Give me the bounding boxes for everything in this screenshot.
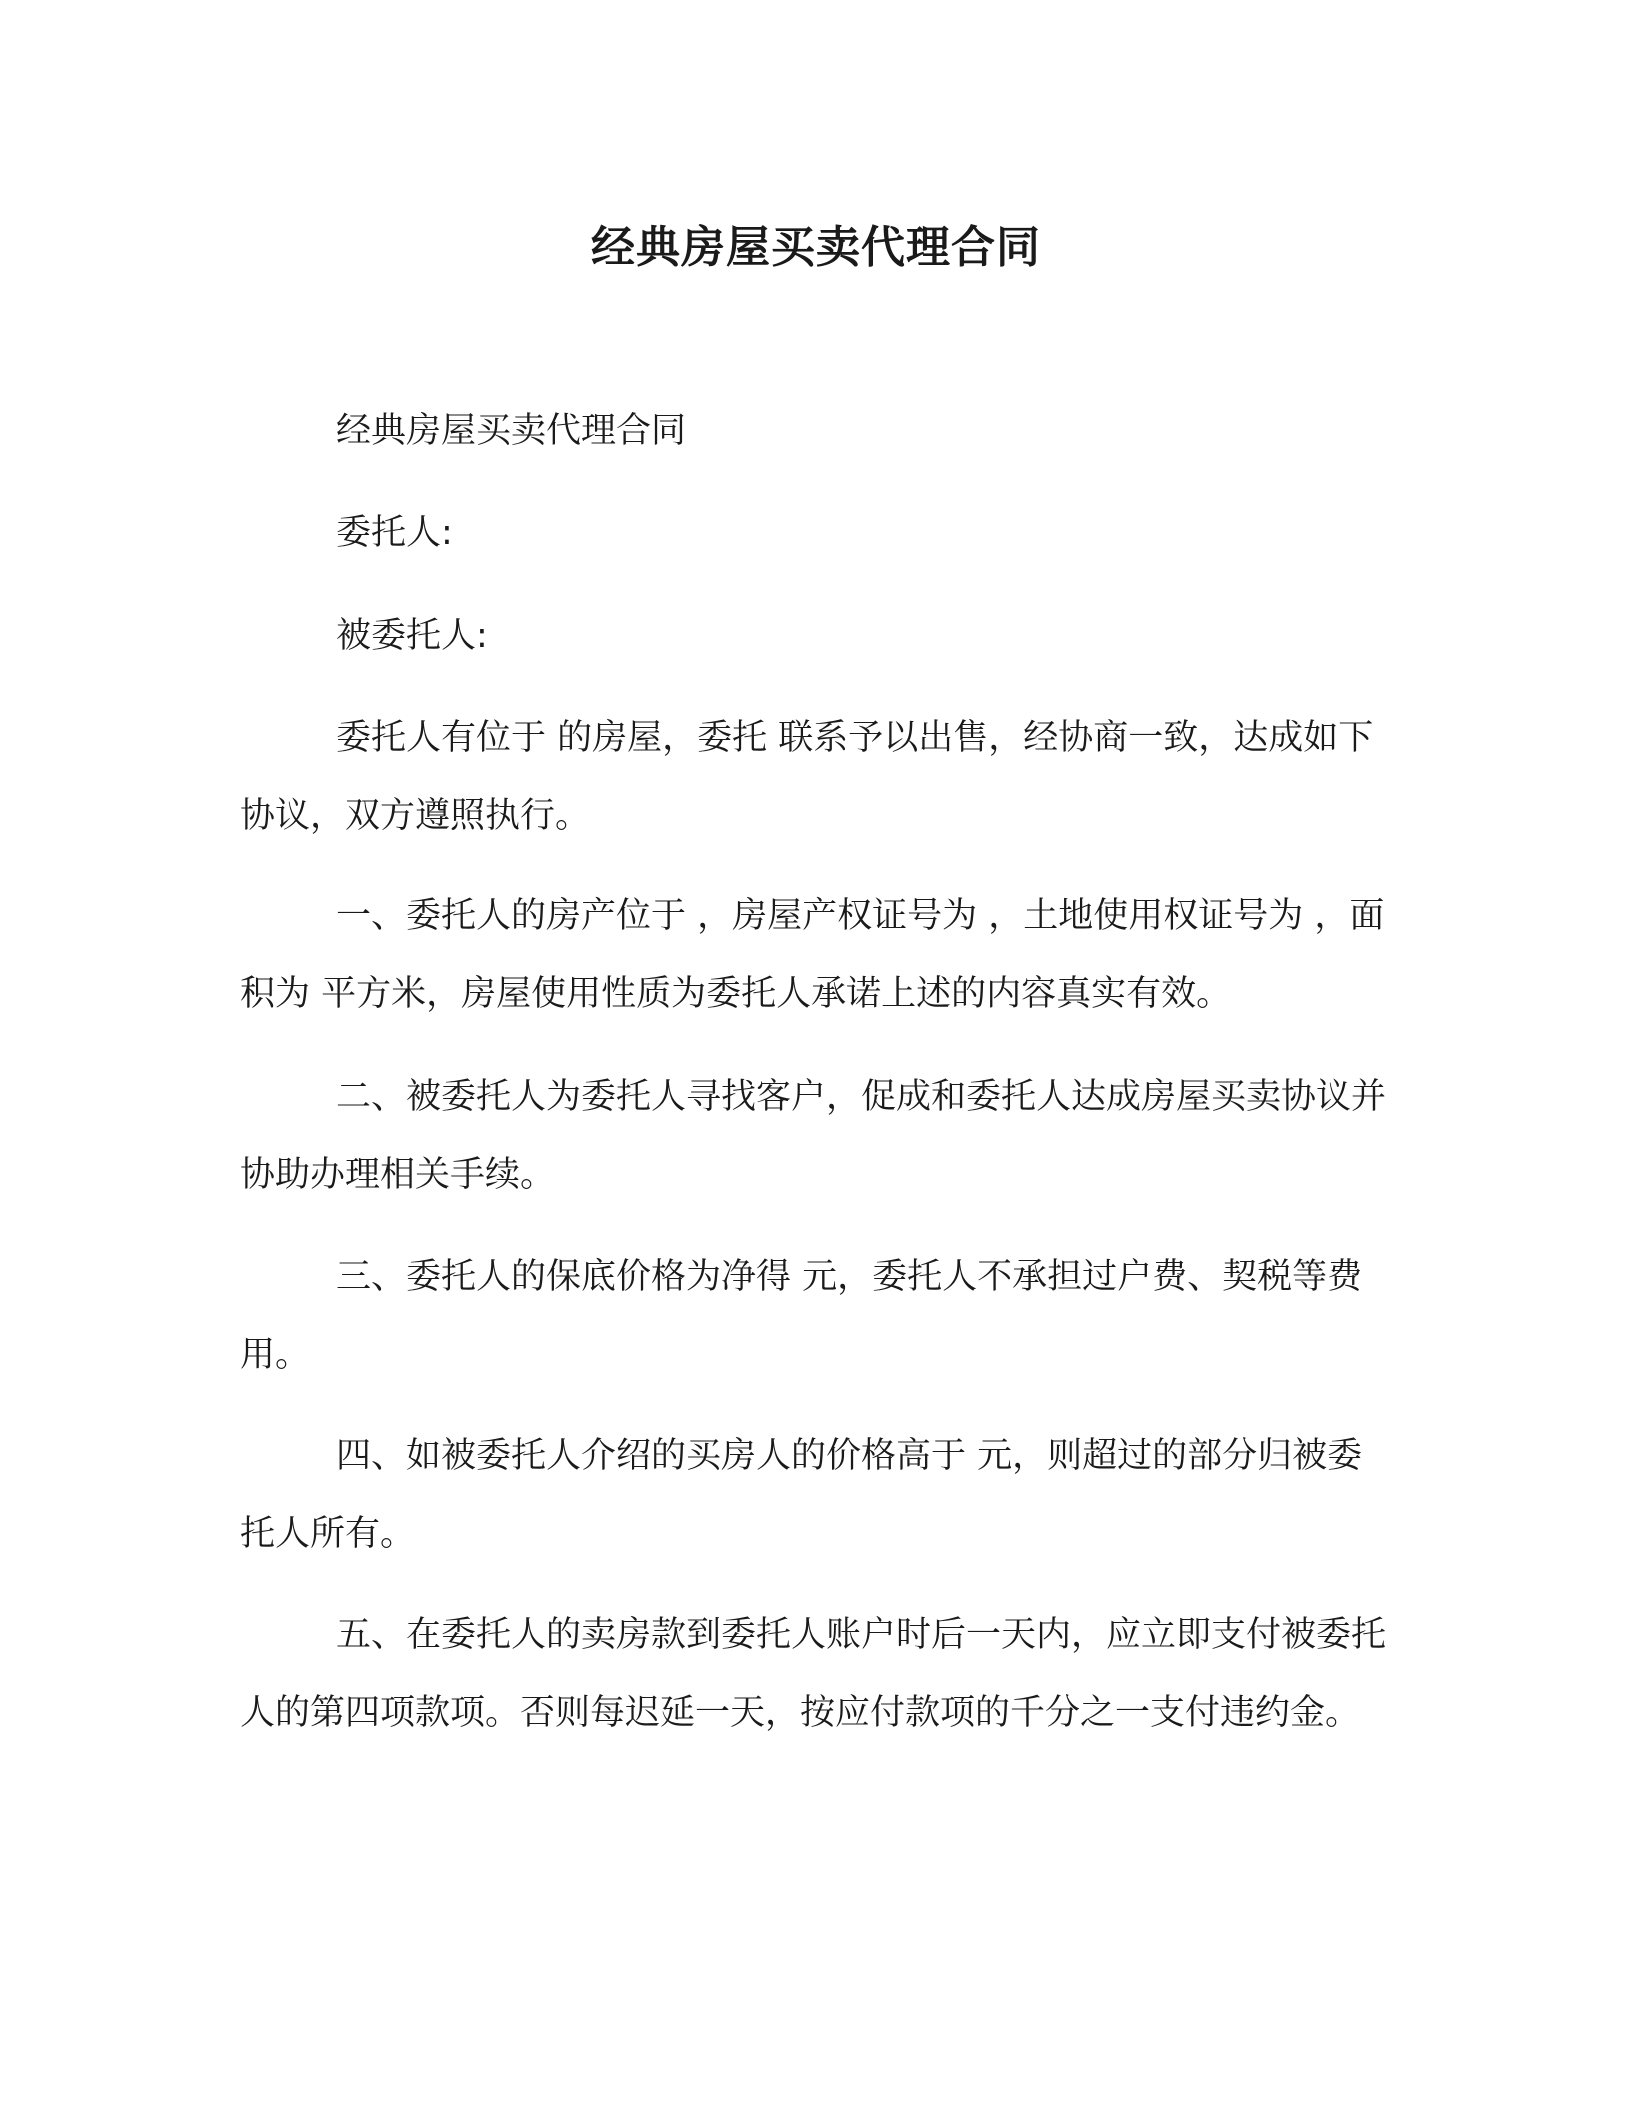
clause-3: 三、委托人的保底价格为净得 元，委托人不承担过户费、契税等费用。 (240, 1257, 1363, 1375)
agent-label: 被委托人: (336, 616, 488, 656)
clause-1: 一、委托人的房产位于 ，房屋产权证号为 ，土地使用权证号为 ，面积为 平方米，房屋使用性质为委托人承诺上述的内容真实有效。 (240, 896, 1385, 1014)
document-subtitle: 经典房屋买卖代理合同 (336, 411, 687, 451)
clause-5: 五、在委托人的卖房款到委托人账户时后一天内，应立即支付被委托人的第四项款项。否则每迟延一天，按应付款项的千分之一支付违约金。 (240, 1615, 1387, 1733)
principal-label: 委托人: (336, 513, 453, 553)
clause-4: 四、如被委托人介绍的买房人的价格高于 元，则超过的部分归被委托人所有。 (240, 1436, 1363, 1554)
document-title: 经典房屋买卖代理合同 (591, 222, 1041, 273)
clause-2: 二、被委托人为委托人寻找客户，促成和委托人达成房屋买卖协议并协助办理相关手续。 (240, 1077, 1387, 1195)
intro-paragraph: 委托人有位于 的房屋，委托 联系予以出售，经协商一致，达成如下协议，双方遵照执行。 (240, 718, 1374, 836)
